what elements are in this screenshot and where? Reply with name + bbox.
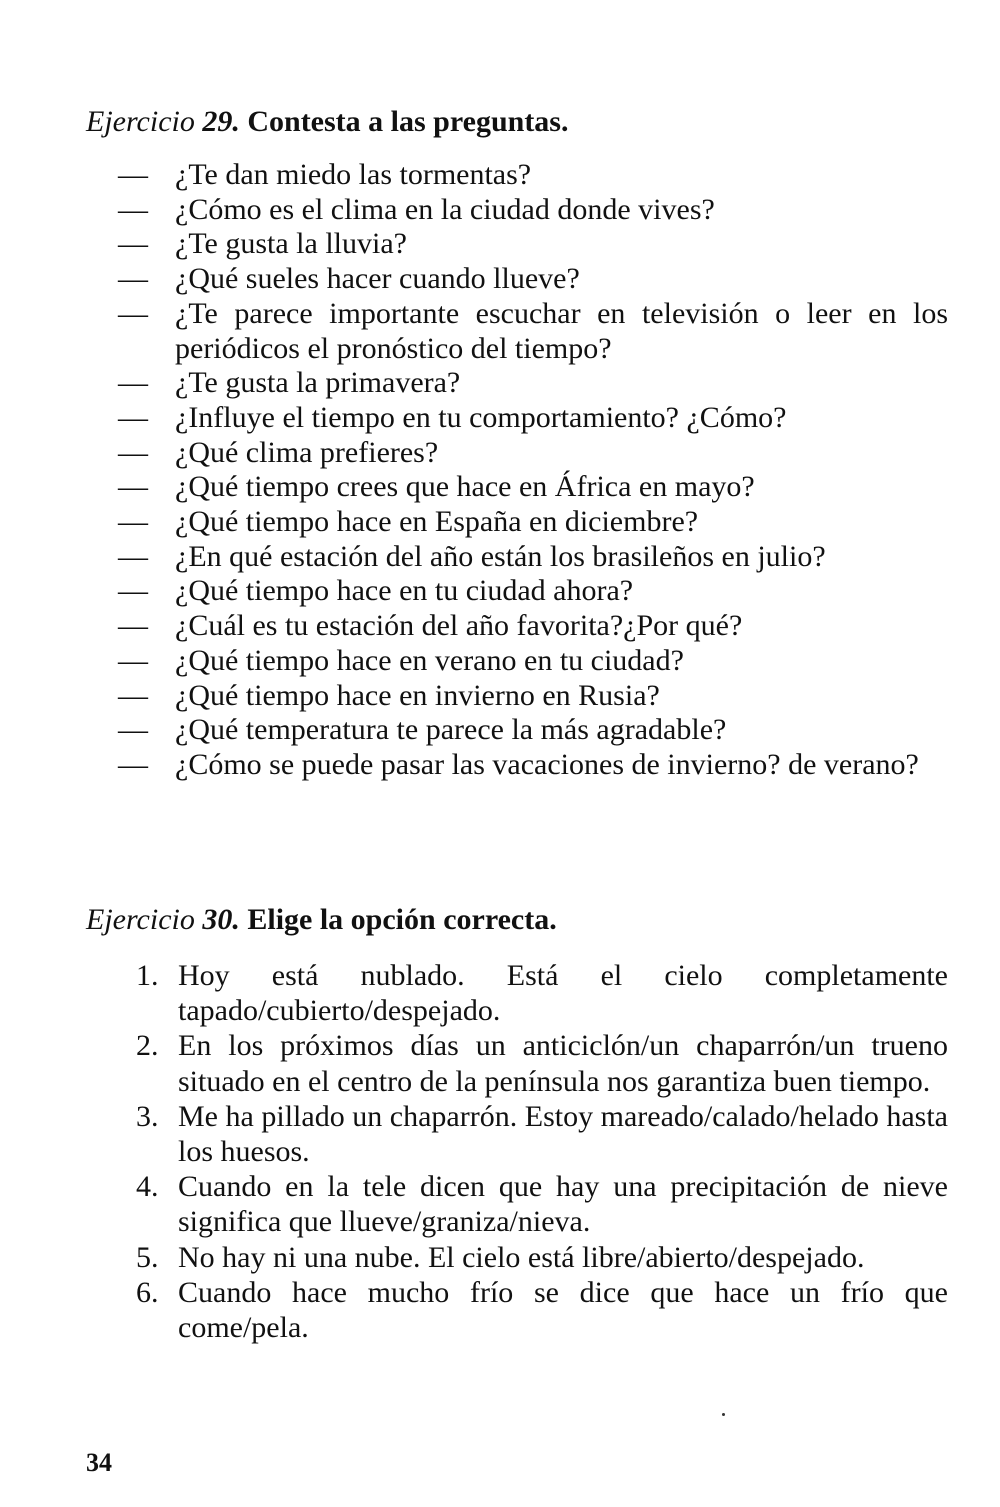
exercise-30-title: Elige la opción correcta. — [247, 903, 557, 936]
question-text: ¿Te parece importante escuchar en televisión o leer en los periódicos el pronóstico del tiempo? — [175, 296, 948, 365]
question-item — [118, 227, 948, 262]
dash-bullet: — — [118, 713, 148, 747]
question-item — [118, 713, 948, 748]
item-text: Me ha pillado un chaparrón. Estoy mareado/calado/helado hasta los huesos. — [178, 1099, 948, 1169]
item-number: 2. — [136, 1029, 159, 1063]
item-number: 3. — [136, 1099, 159, 1133]
question-text: ¿Qué tiempo hace en tu ciudad ahora? — [175, 574, 634, 608]
question-text: ¿Qué tiempo hace en verano en tu ciudad? — [175, 643, 684, 677]
dash-bullet: — — [118, 505, 148, 539]
question-text: ¿Qué tiempo hace en España en diciembre? — [175, 505, 699, 539]
exercise-30-label: Ejercicio — [86, 903, 195, 936]
question-item — [118, 401, 948, 436]
question-item — [118, 436, 948, 471]
dash-bullet: — — [118, 539, 148, 573]
item-number: 1. — [136, 959, 159, 992]
question-item — [118, 609, 948, 644]
page-number: 34 — [86, 1448, 112, 1477]
question-text: ¿Te gusta la lluvia? — [175, 227, 407, 261]
question-text: ¿Qué sueles hacer cuando llueve? — [175, 262, 580, 296]
question-item — [118, 505, 948, 540]
question-text: ¿Qué clima prefieres? — [175, 435, 439, 469]
exercise-30-number: 30. — [202, 903, 240, 936]
question-text: ¿En qué estación del año están los brasileños en julio? — [175, 539, 826, 573]
question-item — [118, 644, 948, 679]
question-item — [118, 470, 948, 505]
exercise-29-label: Ejercicio — [86, 105, 195, 138]
question-item — [118, 748, 948, 783]
question-text: ¿Cómo se puede pasar las vacaciones de invierno? de verano? — [175, 747, 919, 781]
question-text: ¿Qué tiempo hace en invierno en Rusia? — [175, 678, 660, 712]
question-text: ¿Cómo es el clima en la ciudad donde vives? — [175, 192, 715, 226]
question-item — [118, 297, 948, 366]
exercise-item — [136, 1169, 948, 1239]
item-text: No hay ni una nube. El cielo está libre/abierto/despejado. — [178, 1240, 865, 1274]
dash-bullet: — — [118, 296, 148, 330]
exercise-29-number: 29. — [202, 105, 240, 138]
dash-bullet: — — [118, 400, 148, 434]
dash-bullet: — — [118, 435, 148, 469]
question-item — [118, 574, 948, 609]
dash-bullet: — — [118, 470, 148, 504]
print-speck — [722, 1413, 725, 1416]
exercise-29-heading — [86, 104, 568, 140]
exercise-29-question-list — [118, 158, 948, 783]
question-item — [118, 540, 948, 575]
exercise-30-heading — [86, 902, 557, 938]
item-text: Cuando hace mucho frío se dice que hace un frío que come/pela. — [178, 1275, 948, 1345]
exercise-item — [136, 1099, 948, 1169]
exercise-30-item-list — [136, 958, 948, 1345]
question-text: ¿Cuál es tu estación del año favorita?¿Por qué? — [175, 609, 743, 643]
dash-bullet: — — [118, 609, 148, 643]
exercise-item — [136, 1275, 948, 1345]
exercise-29-title: Contesta a las preguntas. — [247, 105, 569, 138]
item-number: 5. — [136, 1240, 159, 1274]
dash-bullet: — — [118, 262, 148, 296]
question-text: ¿Influye el tiempo en tu comportamiento? ¿Cómo? — [175, 400, 787, 434]
question-item — [118, 366, 948, 401]
exercise-item — [136, 1240, 948, 1275]
item-text: Cuando en la tele dicen que hay una precipitación de nieve significa que llueve/graniza/nieva. — [178, 1170, 948, 1239]
exercise-item — [136, 958, 948, 1028]
dash-bullet: — — [118, 227, 148, 261]
question-item — [118, 158, 948, 193]
question-text: ¿Qué temperatura te parece la más agradable? — [175, 713, 727, 747]
dash-bullet: — — [118, 158, 148, 191]
question-item — [118, 679, 948, 714]
dash-bullet: — — [118, 747, 148, 781]
dash-bullet: — — [118, 643, 148, 677]
question-item — [118, 193, 948, 228]
item-number: 4. — [136, 1170, 159, 1204]
item-text: Hoy está nublado. Está el cielo completamente tapado/cubierto/despejado. — [178, 959, 948, 1028]
dash-bullet: — — [118, 192, 148, 226]
question-text: ¿Te gusta la primavera? — [175, 366, 461, 400]
dash-bullet: — — [118, 574, 148, 608]
question-text: ¿Te dan miedo las tormentas? — [175, 158, 532, 191]
exercise-item — [136, 1028, 948, 1098]
item-number: 6. — [136, 1275, 159, 1309]
dash-bullet: — — [118, 678, 148, 712]
question-item — [118, 262, 948, 297]
question-text: ¿Qué tiempo crees que hace en África en mayo? — [175, 470, 755, 504]
dash-bullet: — — [118, 366, 148, 400]
item-text: En los próximos días un anticiclón/un chaparrón/un trueno situado en el centro de la península nos garantiza buen tiempo. — [178, 1029, 948, 1098]
